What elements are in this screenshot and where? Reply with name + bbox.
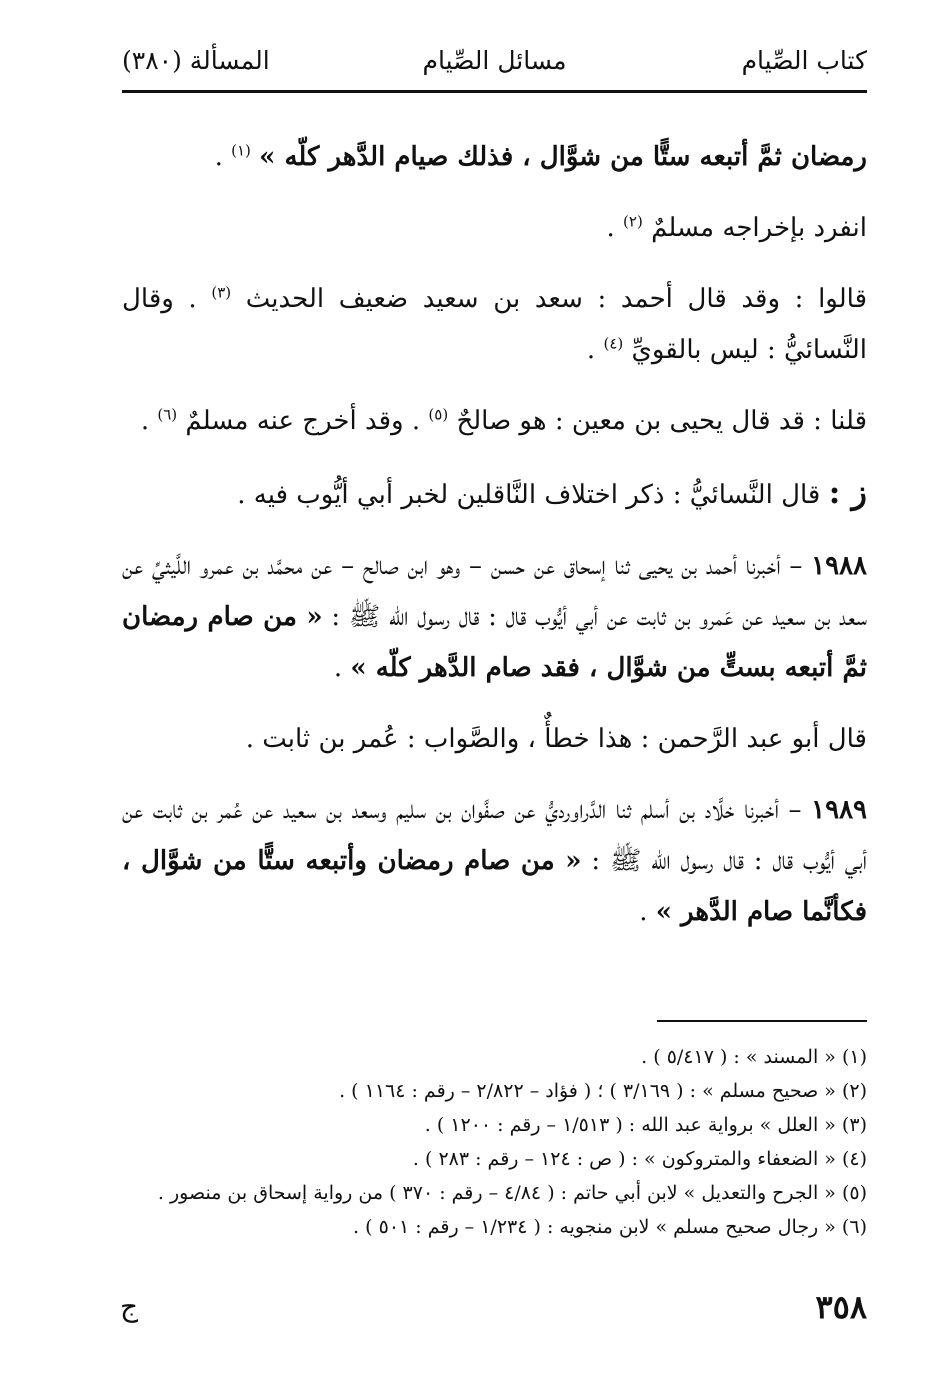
main-text bbox=[122, 132, 867, 938]
matn-text: « من صام رمضان وأتبعه ستًّا من شوَّال ، فكأنَّما صام الدَّهر » bbox=[122, 846, 867, 927]
period: . bbox=[639, 897, 648, 927]
footnotes bbox=[110, 1040, 867, 1244]
hadith-number: ١٩٨٩ bbox=[811, 795, 867, 825]
paragraph-text: قال أبو عبد الرَّحمن : هذا خطأٌ ، والصَّواب : عُمر بن ثابت . bbox=[245, 724, 867, 754]
paragraph-text: . وقد أخرج عنه مسلمٌ bbox=[185, 406, 421, 436]
running-header bbox=[122, 42, 867, 88]
paragraph-7 bbox=[122, 714, 867, 765]
paragraph-text: قلنا : قد قال يحيى بن معين : هو صالحٌ bbox=[456, 406, 867, 436]
isnad-text: – أخبرنا أحمد بن يحيى ثنا إسحاق عن حسن – وهو ابن صالح – عن محمَّد بن عمرو اللَّيثيِّ عن سعد بن سعيد عن عَمرو بن ثابت عن أبي أيُّوب قال : قال رسول الله ﷺ : bbox=[122, 551, 868, 632]
period: . bbox=[586, 335, 596, 365]
page-number: ٣٥٨ bbox=[815, 1288, 867, 1326]
hadith-1989 bbox=[122, 785, 867, 938]
header-divider bbox=[122, 90, 867, 93]
paragraph-text: قال النَّسائيُّ : ذكر اختلاف النَّاقلين لخبر أبي أيُّوب فيه . bbox=[237, 480, 821, 510]
period: . bbox=[140, 406, 150, 436]
paragraph-5 bbox=[122, 467, 867, 521]
footnote-ref-5: (٥) bbox=[428, 405, 449, 424]
header-issue-number: المسألة (٣٨٠) bbox=[122, 46, 270, 75]
paragraph-4 bbox=[122, 396, 867, 447]
footnote-ref-3: (٣) bbox=[211, 283, 232, 302]
zawaid-marker: ز : bbox=[828, 473, 867, 511]
footnote-ref-6: (٦) bbox=[157, 405, 178, 424]
hadith-number: ١٩٨٨ bbox=[811, 551, 867, 581]
footnote-1: (١) « المسند » : ( ٥/٤١٧ ) . bbox=[641, 1046, 867, 1068]
footnote-5: (٥) « الجرح والتعديل » لابن أبي حاتم : ( ٤/٨٤ – رقم : ٣٧٠ ) من رواية إسحاق بن منصور . bbox=[157, 1182, 867, 1204]
paragraph-text: قالوا : وقد قال أحمد : سعد بن سعيد ضعيف الحديث bbox=[245, 284, 867, 314]
footnote-ref-2: (٢) bbox=[623, 212, 643, 231]
footnote-6: (٦) « رجال صحيح مسلم » لابن منجويه : ( ١/٢٣٤ – رقم : ٥٠١ ) . bbox=[353, 1216, 867, 1238]
footnote-4: (٤) « الضعفاء والمتروكون » : ( ص : ١٢٤ – رقم : ٢٨٣ ) . bbox=[412, 1148, 867, 1170]
period: . bbox=[606, 213, 615, 243]
footnote-2: (٢) « صحيح مسلم » : ( ٣/١٦٩ ) ؛ ( فؤاد – ٢/٨٢٢ – رقم : ١١٦٤ ) . bbox=[339, 1080, 867, 1102]
footnote-divider bbox=[657, 1020, 867, 1022]
paragraph-text: انفرد بإخراجه مسلمٌ bbox=[651, 213, 867, 243]
matn-text: « من صام رمضان ثمَّ أتبعه بستٍّ من شوَّال ، فقد صام الدَّهر كلّه » bbox=[122, 602, 867, 683]
signature-mark: ج bbox=[120, 1290, 139, 1323]
paragraph-1 bbox=[122, 132, 867, 183]
paragraph-3 bbox=[122, 274, 867, 376]
period: . bbox=[333, 653, 343, 683]
header-chapter-title: مسائل الصِّيام bbox=[422, 46, 567, 75]
footnote-ref-1: (١) bbox=[231, 141, 251, 160]
hadith-text: رمضان ثمَّ أتبعه ستًّا من شوَّال ، فذلك صيام الدَّهر كلّه » bbox=[259, 142, 867, 172]
paragraph-text: . وقال النَّسائيُّ : ليس بالقويِّ bbox=[122, 284, 867, 365]
footnote-ref-4: (٤) bbox=[603, 334, 624, 353]
isnad-text: – أخبرنا خلَّاد بن أسلم ثنا الدَّراورديُّ عن صفَّوان بن سليم وسعد بن سعيد عن عُمر بن ثابت عن أبي أيُّوب قال : قال رسول الله ﷺ : bbox=[122, 795, 868, 876]
header-book-title: كتاب الصِّيام bbox=[741, 46, 867, 75]
period: . bbox=[214, 142, 223, 172]
footnote-3: (٣) « العلل » برواية عبد الله : ( ١/٥١٣ – رقم : ١٢٠٠ ) . bbox=[424, 1114, 867, 1136]
hadith-1988 bbox=[122, 541, 867, 694]
paragraph-2 bbox=[122, 203, 867, 254]
